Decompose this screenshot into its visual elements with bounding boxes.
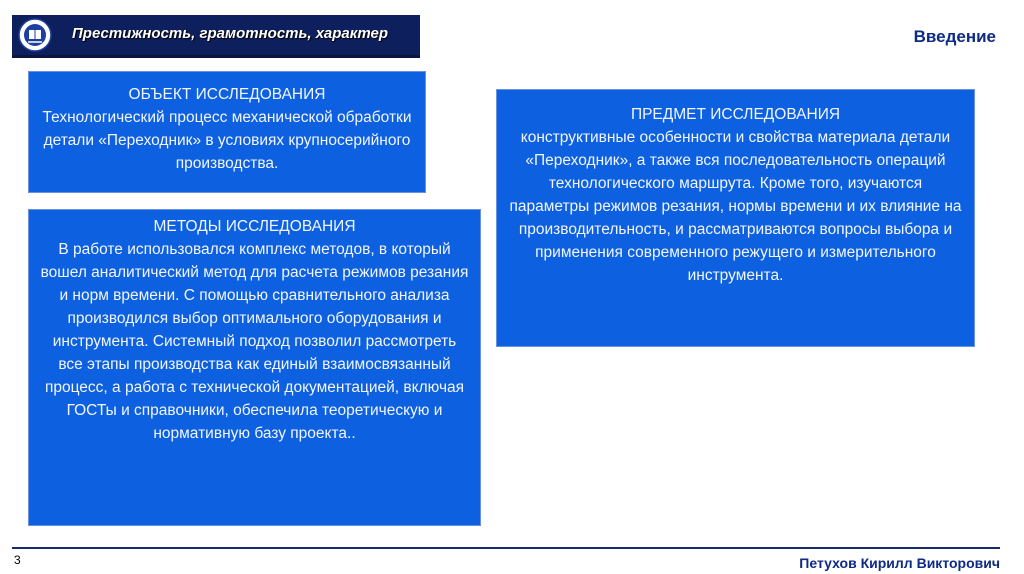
header-bar <box>12 15 420 58</box>
author-name: Петухов Кирилл Викторович <box>799 555 1000 571</box>
header-tagline: Престижность, грамотность, характер <box>72 25 388 42</box>
object-heading: ОБЪЕКТ ИССЛЕДОВАНИЯ <box>128 86 326 103</box>
object-text: Технологический процесс механической обработки детали «Переходник» в условиях крупносерийного производства. <box>42 109 412 172</box>
subject-box <box>496 89 975 347</box>
methods-box <box>28 209 481 526</box>
subject-text: конструктивные особенности и свойства материала детали «Переходник», а также вся последовательность операций технологического маршрута. Кроме того, изучаются параметры режимов резания, нормы времени и их влияние на производительность, и рассматриваются вопросы выбора и применения современного режущего и измерительного инструмента. <box>509 129 962 284</box>
methods-heading: МЕТОДЫ ИССЛЕДОВАНИЯ <box>153 218 356 235</box>
university-logo-icon <box>18 18 52 52</box>
page-number: 3 <box>14 553 21 567</box>
object-box <box>28 71 426 193</box>
footer-divider <box>12 547 1000 549</box>
methods-text: В работе использовался комплекс методов, в который вошел аналитический метод для расчета режимов резания и норм времени. С помощью сравнительного анализа производился выбор оптимального оборудования и инструмента. Системный подход позволил рассмотреть все этапы производства как единый взаимосвязанный процесс, а работа с технической документацией, включая ГОСТы и справочники, обеспечила теоретическую и нормативную базу проекта.. <box>40 241 469 442</box>
section-title: Введение <box>913 27 996 46</box>
subject-heading: ПРЕДМЕТ ИССЛЕДОВАНИЯ <box>630 106 841 123</box>
